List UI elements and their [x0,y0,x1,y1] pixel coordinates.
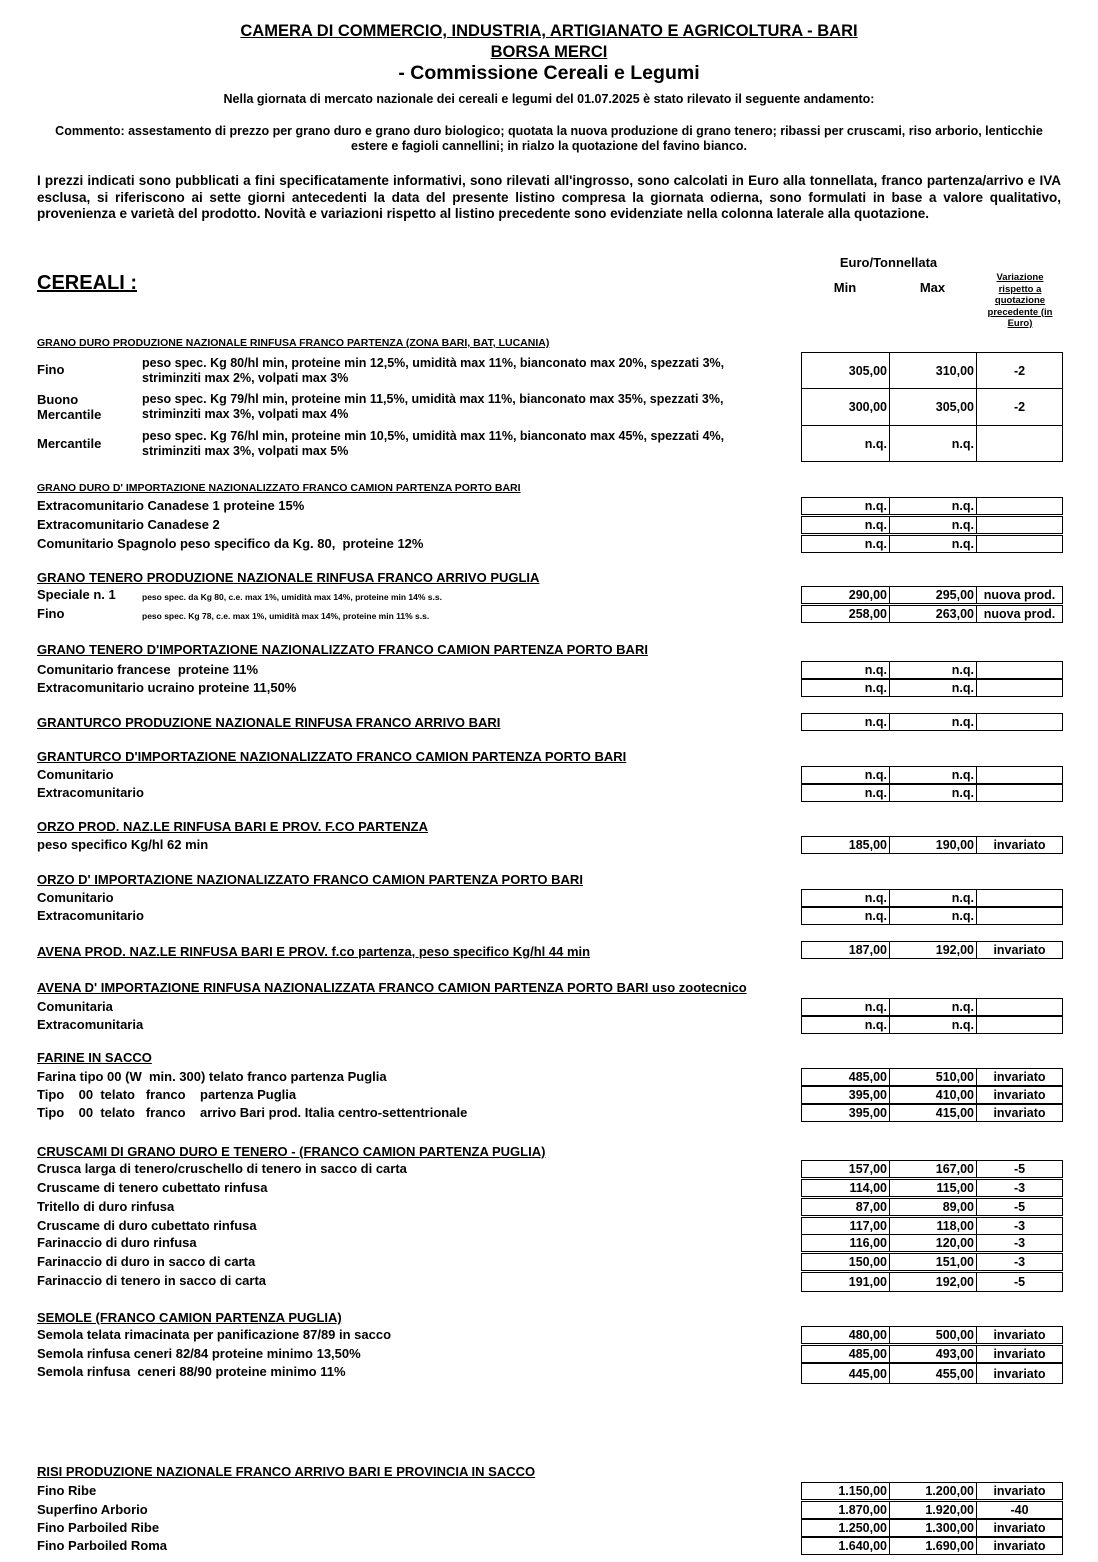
min-price-cell: n.q. [801,516,890,534]
cereali-heading: CEREALI : [37,272,137,294]
max-price-cell: n.q. [889,661,977,679]
max-price-cell: 1.690,00 [889,1537,977,1555]
min-price-cell: n.q. [801,907,890,925]
variation-cell [976,713,1063,731]
min-price-cell: 300,00 [801,388,890,426]
variation-cell: nuova prod. [976,605,1063,623]
variation-cell: nuova prod. [976,586,1063,604]
max-price-cell: 192,00 [889,941,977,959]
row-label: Fino Ribe [37,1483,97,1498]
row-label: Comunitario Spagnolo peso specifico da Kg. 80, proteine 12% [37,536,424,551]
variation-cell: invariato [976,1537,1063,1555]
variation-cell [976,889,1063,907]
max-price-cell: 410,00 [889,1086,977,1104]
section-heading: GRANO TENERO D'IMPORTAZIONE NAZIONALIZZATO FRANCO CAMION PARTENZA PORTO BARI [37,642,648,657]
price-disclaimer: I prezzi indicati sono pubblicati a fini specificatamente informativi, sono rilevati all'ingrosso, sono calcolati in Euro alla tonnellata, franco partenza/arrivo e IVA esclusa, si riferiscono ai sette giorni antecedenti la data del presente listino compresa la giornata odierna, sono formulati in base a valore qualitativo, provenienza e varietà del prodotto. Novità e variazioni rispetto al listino precedente sono evidenziate nella colonna laterale alla quotazione. [37,173,1061,221]
max-price-cell: 190,00 [889,836,977,854]
variation-cell: -3 [976,1179,1063,1197]
min-price-cell: 1.250,00 [801,1519,890,1537]
min-header: Min [833,280,857,295]
section-heading: GRANTURCO PRODUZIONE NAZIONALE RINFUSA FRANCO ARRIVO BARI [37,715,501,730]
row-label: Extracomunitario ucraino proteine 11,50% [37,680,297,695]
min-price-cell: 258,00 [801,605,890,623]
max-price-cell: 167,00 [889,1160,977,1178]
min-price-cell: 1.150,00 [801,1482,890,1500]
section-heading: GRANO DURO D' IMPORTAZIONE NAZIONALIZZATO FRANCO CAMION PARTENZA PORTO BARI [37,482,521,494]
max-price-cell: 455,00 [889,1363,977,1384]
variation-cell: invariato [976,1345,1063,1363]
max-price-cell: n.q. [889,766,977,784]
min-price-cell: 485,00 [801,1345,890,1363]
variation-cell [976,766,1063,784]
max-price-cell: 89,00 [889,1198,977,1216]
min-price-cell: n.q. [801,535,890,553]
section-heading: RISI PRODUZIONE NAZIONALE FRANCO ARRIVO BARI E PROVINCIA IN SACCO [37,1464,536,1479]
variation-cell [976,907,1063,925]
max-price-cell: 305,00 [889,388,977,426]
variation-cell: -40 [976,1501,1063,1519]
section-heading: GRANTURCO D'IMPORTAZIONE NAZIONALIZZATO FRANCO CAMION PARTENZA PORTO BARI [37,749,627,764]
min-price-cell: 116,00 [801,1234,890,1252]
row-label: Cruscame di tenero cubettato rinfusa [37,1180,268,1195]
section-heading: ORZO D' IMPORTAZIONE NAZIONALIZZATO FRANCO CAMION PARTENZA PORTO BARI [37,872,583,887]
section-heading: AVENA D' IMPORTAZIONE RINFUSA NAZIONALIZZATA FRANCO CAMION PARTENZA PORTO BARI uso zootecnico [37,980,747,995]
variation-cell [976,535,1063,553]
variation-cell: invariato [976,1068,1063,1086]
variation-cell: invariato [976,1363,1063,1384]
max-price-cell: 310,00 [889,352,977,389]
row-label: Farinaccio di tenero in sacco di carta [37,1273,267,1288]
min-price-cell: 395,00 [801,1104,890,1122]
min-price-cell: 290,00 [801,586,890,604]
min-price-cell: n.q. [801,661,890,679]
max-price-cell: n.q. [889,1016,977,1034]
chamber-title: CAMERA DI COMMERCIO, INDUSTRIA, ARTIGIANATO E AGRICOLTURA - BARI [240,22,858,40]
max-header: Max [919,280,946,295]
variation-header: Variazione rispetto a quotazione precedente (in Euro) [987,272,1053,329]
variation-cell [976,1016,1063,1034]
row-label: Semola telata rimacinata per panificazione 87/89 in sacco [37,1327,392,1342]
row-label: Semola rinfusa ceneri 82/84 proteine minimo 13,50% [37,1346,361,1361]
min-price-cell: 191,00 [801,1272,890,1292]
row-label: Extracomunitario [37,785,144,800]
section-heading: CRUSCAMI DI GRANO DURO E TENERO - (FRANCO CAMION PARTENZA PUGLIA) [37,1144,546,1159]
max-price-cell: n.q. [889,889,977,907]
min-price-cell: 87,00 [801,1198,890,1216]
variation-cell: -3 [976,1253,1063,1271]
min-price-cell: n.q. [801,766,890,784]
min-price-cell: 117,00 [801,1217,890,1235]
section-heading: FARINE IN SACCO [37,1050,152,1065]
row-label: Comunitario [37,890,114,905]
variation-cell: -2 [976,352,1063,389]
section-heading: GRANO TENERO PRODUZIONE NAZIONALE RINFUSA FRANCO ARRIVO PUGLIA [37,570,540,585]
row-description: peso spec. Kg 79/hl min, proteine min 11,5%, umidità max 11%, bianconato max 35%, spezzati 3%, striminziti max 3%, volpati max 4% [142,392,724,421]
max-price-cell: 493,00 [889,1345,977,1363]
row-label: Extracomunitario Canadese 2 [37,517,220,532]
min-price-cell: n.q. [801,679,890,697]
row-label: Fino Parboiled Ribe [37,1520,160,1535]
row-label: peso specifico Kg/hl 62 min [37,837,209,852]
row-label: Extracomunitario [37,908,144,923]
row-description: peso spec. Kg 78, c.e. max 1%, umidità max 14%, proteine min 11% s.s. [142,611,430,621]
section-heading: GRANO DURO PRODUZIONE NAZIONALE RINFUSA FRANCO PARTENZA (ZONA BARI, BAT, LUCANIA) [37,337,550,349]
max-price-cell: n.q. [889,907,977,925]
min-price-cell: 480,00 [801,1326,890,1344]
min-price-cell: n.q. [801,998,890,1016]
max-price-cell: 115,00 [889,1179,977,1197]
unit-header: Euro/Tonnellata [839,255,938,270]
max-price-cell: n.q. [889,497,977,515]
min-price-cell: n.q. [801,713,890,731]
max-price-cell: 151,00 [889,1253,977,1271]
variation-cell [976,679,1063,697]
row-description: peso spec. Kg 80/hl min, proteine min 12,5%, umidità max 11%, bianconato max 20%, spezzati 3%, striminziti max 2%, volpati max 3% [142,356,725,385]
row-label: Farinaccio di duro rinfusa [37,1235,197,1250]
variation-cell [976,998,1063,1016]
variation-cell [976,425,1063,462]
variation-cell: invariato [976,1326,1063,1344]
row-label: Farina tipo 00 (W min. 300) telato franco partenza Puglia [37,1069,387,1084]
max-price-cell: n.q. [889,425,977,462]
max-price-cell: 1.300,00 [889,1519,977,1537]
variation-cell: invariato [976,1104,1063,1122]
max-price-cell: n.q. [889,713,977,731]
row-label: Comunitario francese proteine 11% [37,662,259,677]
variation-cell: -5 [976,1272,1063,1292]
variation-cell: invariato [976,941,1063,959]
variation-cell [976,661,1063,679]
min-price-cell: 395,00 [801,1086,890,1104]
max-price-cell: n.q. [889,784,977,802]
variation-cell: invariato [976,1482,1063,1500]
row-label: Comunitaria [37,999,113,1014]
min-price-cell: 185,00 [801,836,890,854]
row-label: Comunitario [37,767,114,782]
min-price-cell: 485,00 [801,1068,890,1086]
exchange-title: BORSA MERCI [490,43,608,61]
row-label: Extracomunitaria [37,1017,144,1032]
variation-cell: invariato [976,1519,1063,1537]
row-label: Fino [37,362,65,377]
max-price-cell: n.q. [889,535,977,553]
max-price-cell: 192,00 [889,1272,977,1292]
max-price-cell: n.q. [889,998,977,1016]
min-price-cell: 445,00 [801,1363,890,1384]
min-price-cell: 1.870,00 [801,1501,890,1519]
row-label: Crusca larga di tenero/cruschello di tenero in sacco di carta [37,1161,407,1176]
max-price-cell: 510,00 [889,1068,977,1086]
min-price-cell: n.q. [801,784,890,802]
min-price-cell: 305,00 [801,352,890,389]
row-label: Speciale n. 1 [37,587,116,602]
variation-cell: -3 [976,1217,1063,1235]
min-price-cell: 157,00 [801,1160,890,1178]
max-price-cell: 1.200,00 [889,1482,977,1500]
section-heading: ORZO PROD. NAZ.LE RINFUSA BARI E PROV. F.CO PARTENZA [37,819,428,834]
variation-cell [976,784,1063,802]
variation-cell: -2 [976,388,1063,426]
row-label: Cruscame di duro cubettato rinfusa [37,1218,257,1233]
max-price-cell: 415,00 [889,1104,977,1122]
row-description: peso spec. Kg 76/hl min, proteine min 10,5%, umidità max 11%, bianconato max 45%, spezzati 4%, striminziti max 3%, volpati max 5% [142,429,725,458]
market-intro: Nella giornata di mercato nazionale dei cereali e legumi del 01.07.2025 è stato rilevato il seguente andamento: [223,92,875,106]
row-label: Extracomunitario Canadese 1 proteine 15% [37,498,305,513]
section-heading: AVENA PROD. NAZ.LE RINFUSA BARI E PROV. f.co partenza, peso specifico Kg/hl 44 min [37,944,591,959]
variation-cell: invariato [976,836,1063,854]
max-price-cell: n.q. [889,516,977,534]
variation-cell [976,497,1063,515]
row-label: Superfino Arborio [37,1502,148,1517]
row-label: Tritello di duro rinfusa [37,1199,175,1214]
variation-cell: -3 [976,1234,1063,1252]
min-price-cell: 150,00 [801,1253,890,1271]
row-label: Tipo 00 telato franco arrivo Bari prod. Italia centro-settentrionale [37,1105,468,1120]
min-price-cell: n.q. [801,425,890,462]
max-price-cell: 120,00 [889,1234,977,1252]
min-price-cell: n.q. [801,889,890,907]
market-comment: Commento: assestamento di prezzo per grano duro e grano duro biologico; quotata la nuova produzione di grano tenero; ribassi per cruscami, riso arborio, lenticchie estere e fagioli cannellini; in rialzo la quotazione del favino bianco. [55,124,1043,153]
max-price-cell: n.q. [889,679,977,697]
row-label: Farinaccio di duro in sacco di carta [37,1254,256,1269]
variation-cell [976,516,1063,534]
max-price-cell: 263,00 [889,605,977,623]
row-label: Semola rinfusa ceneri 88/90 proteine minimo 11% [37,1364,346,1379]
row-label: Fino Parboiled Roma [37,1538,168,1553]
max-price-cell: 295,00 [889,586,977,604]
row-label: Mercantile [37,436,102,451]
min-price-cell: n.q. [801,1016,890,1034]
variation-cell: invariato [976,1086,1063,1104]
row-label: Fino [37,606,65,621]
row-label: Tipo 00 telato franco partenza Puglia [37,1087,297,1102]
section-heading: SEMOLE (FRANCO CAMION PARTENZA PUGLIA) [37,1310,342,1325]
min-price-cell: 114,00 [801,1179,890,1197]
row-label: Buono Mercantile [37,392,102,422]
min-price-cell: 187,00 [801,941,890,959]
max-price-cell: 1.920,00 [889,1501,977,1519]
commission-title: - Commissione Cereali e Legumi [398,62,700,84]
variation-cell: -5 [976,1160,1063,1178]
max-price-cell: 500,00 [889,1326,977,1344]
row-description: peso spec. da Kg 80, c.e. max 1%, umidità max 14%, proteine min 14% s.s. [142,592,442,602]
min-price-cell: n.q. [801,497,890,515]
min-price-cell: 1.640,00 [801,1537,890,1555]
max-price-cell: 118,00 [889,1217,977,1235]
variation-cell: -5 [976,1198,1063,1216]
